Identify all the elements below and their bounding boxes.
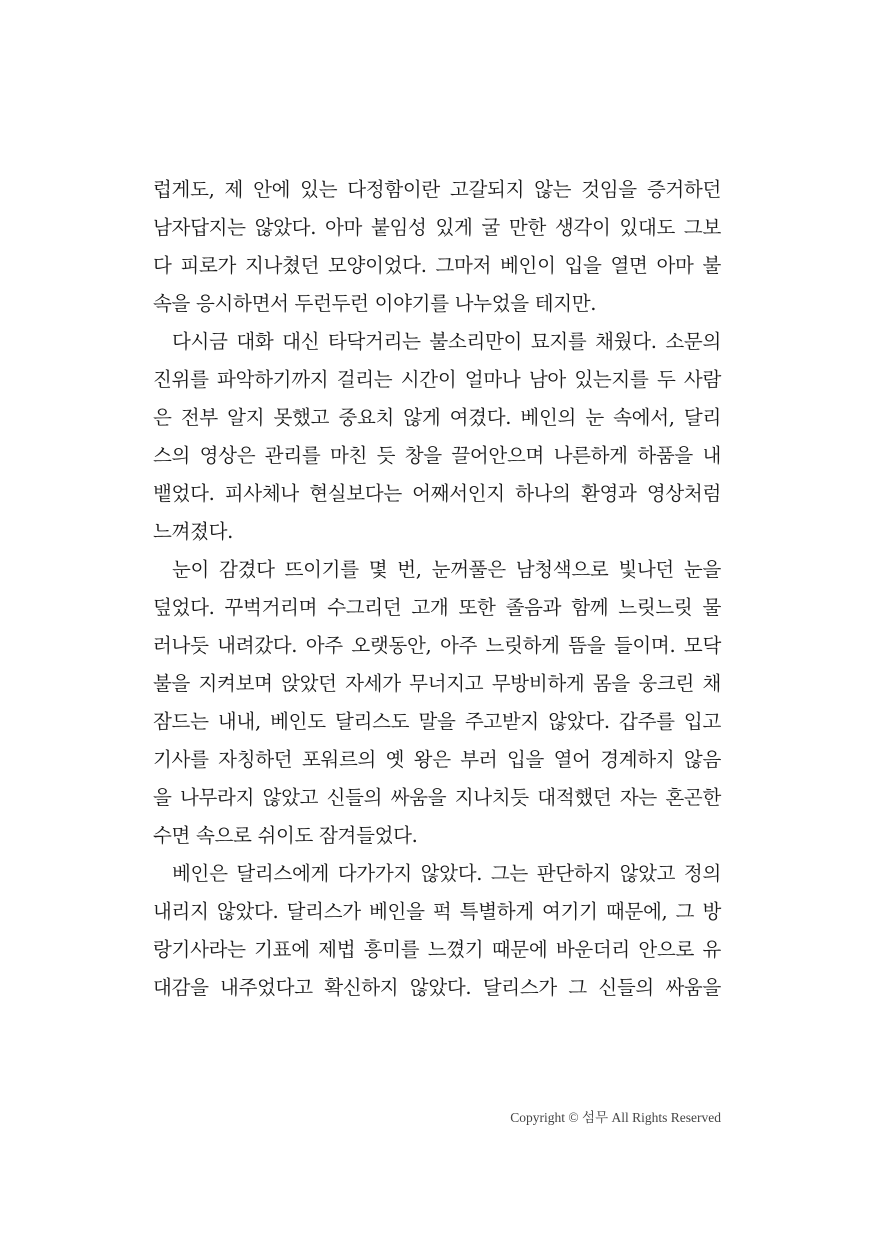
text-line: 은 전부 알지 못했고 중요치 않게 여겼다. 베인의 눈 속에서, 달리 <box>153 406 721 429</box>
text-line: 뱉었다. 피사체나 현실보다는 어째서인지 하나의 환영과 영상처럼 <box>153 482 721 505</box>
text-line: 수면 속으로 쉬이도 잠겨들었다. <box>153 824 418 847</box>
text-line: 눈이 감겼다 뜨이기를 몇 번, 눈꺼풀은 남청색으로 빛나던 눈을 <box>172 558 721 581</box>
text-line: 다 피로가 지나쳤던 모양이었다. 그마저 베인이 입을 열면 아마 불 <box>153 254 721 277</box>
text-line: 랑기사라는 기표에 제법 흥미를 느꼈기 때문에 바운더리 안으로 유 <box>153 938 721 961</box>
text-line: 속을 응시하면서 두런두런 이야기를 나누었을 테지만. <box>153 292 597 315</box>
text-line: 내리지 않았다. 달리스가 베인을 퍽 특별하게 여기기 때문에, 그 방 <box>153 900 721 923</box>
text-line: 느껴졌다. <box>153 520 234 543</box>
text-line: 스의 영상은 관리를 마친 듯 창을 끌어안으며 나른하게 하품을 내 <box>153 444 721 467</box>
text-line: 기사를 자칭하던 포워르의 옛 왕은 부러 입을 열어 경계하지 않음 <box>153 748 721 771</box>
text-line: 럽게도, 제 안에 있는 다정함이란 고갈되지 않는 것임을 증거하던 <box>153 178 721 201</box>
text-line: 불을 지켜보며 앉았던 자세가 무너지고 무방비하게 몸을 웅크린 채 <box>153 672 721 695</box>
text-line: 대감을 내주었다고 확신하지 않았다. 달리스가 그 신들의 싸움을 <box>153 976 721 999</box>
text-line: 러나듯 내려갔다. 아주 오랫동안, 아주 느릿하게 뜸을 들이며. 모닥 <box>153 634 721 657</box>
text-line: 다시금 대화 대신 타닥거리는 불소리만이 묘지를 채웠다. 소문의 <box>172 330 721 353</box>
text-line: 베인은 달리스에게 다가가지 않았다. 그는 판단하지 않았고 정의 <box>172 862 721 885</box>
body-text <box>153 171 721 1007</box>
text-line: 진위를 파악하기까지 걸리는 시간이 얼마나 남아 있는지를 두 사람 <box>153 368 721 391</box>
text-line: 덮었다. 꾸벅거리며 수그리던 고개 또한 졸음과 함께 느릿느릿 물 <box>153 596 721 619</box>
text-line: 잠드는 내내, 베인도 달리스도 말을 주고받지 않았다. 갑주를 입고 <box>153 710 721 733</box>
copyright-footer: Copyright © 섬무 All Rights Reserved <box>510 1110 721 1125</box>
text-line: 을 나무라지 않았고 신들의 싸움을 지나치듯 대적했던 자는 혼곤한 <box>153 786 721 809</box>
text-line: 남자답지는 않았다. 아마 붙임성 있게 굴 만한 생각이 있대도 그보 <box>153 216 721 239</box>
